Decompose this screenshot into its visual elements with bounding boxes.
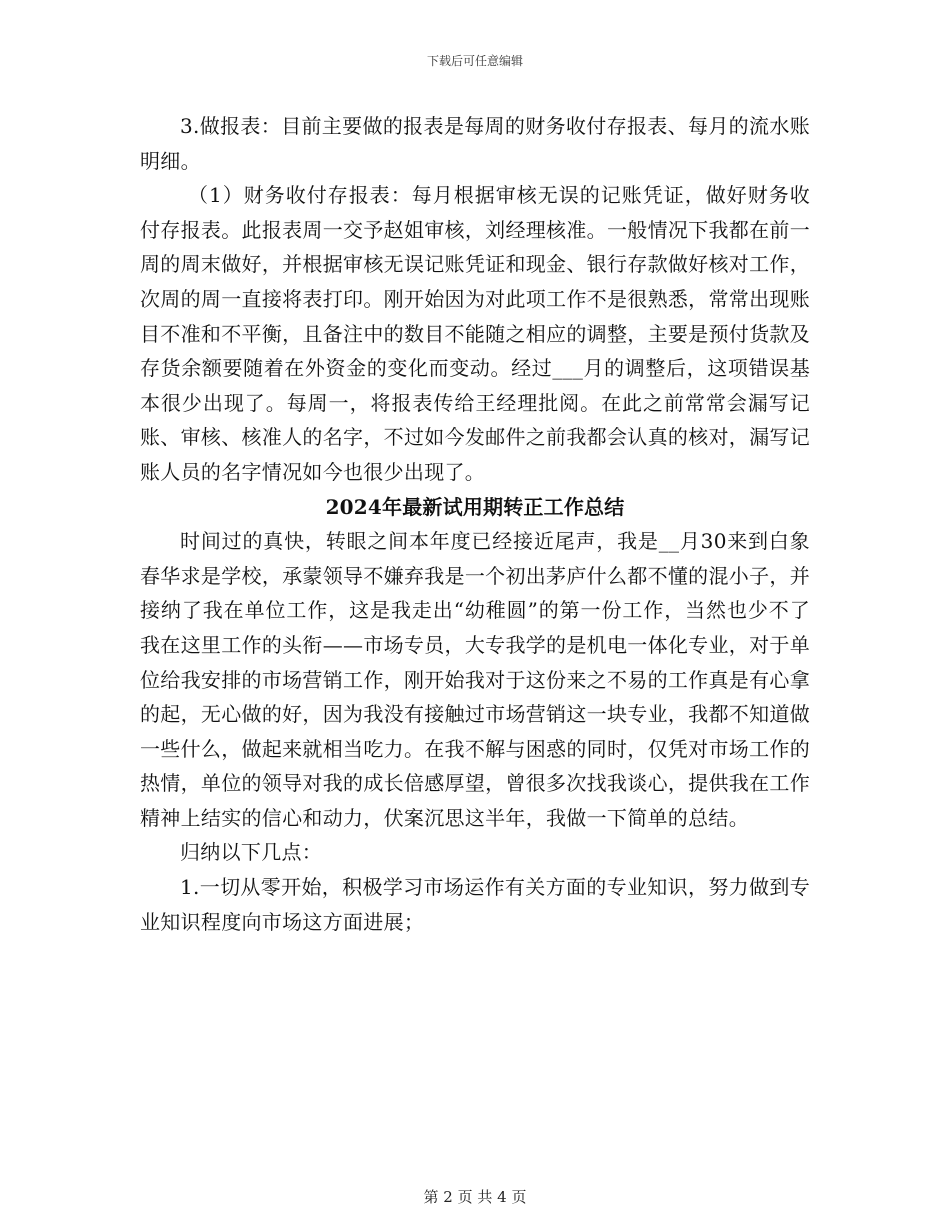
page-header: 下载后可任意编辑: [426, 54, 523, 68]
paragraph-intro: 时间过的真快，转眼之间本年度已经接近尾声，我是__月30来到白象春华求是学校，承蒙领导不嫌弃我是一个初出茅庐什么都不懂的混小子，并接纳了我在单位工作，这是我走出“幼稚圆”的第一份工作，当然也少不了我在这里工作的头衔——市场专员，大专我学的是机电一体化专业，对于单位给我安排的市场营销工作，刚开始我对于这份来之不易的工作真是有心拿的起，无心做的好，因为我没有接触过市场营销这一块专业，我都不知道做一些什么，做起来就相当吃力。在我不解与困惑的同时，仅凭对市场工作的热情，单位的领导对我的成长倍感厚望，曾很多次找我谈心，提供我在工作精神上结实的信心和动力，伏案沉思这半年，我做一下简单的总结。: [140, 529, 810, 830]
page-footer: 第 2 页 共 4 页: [423, 1188, 527, 1206]
paragraph-point-1: 1.一切从零开始，积极学习市场运作有关方面的专业知识，努力做到专业知识程度向市场这方面进展；: [140, 875, 810, 934]
section-title: 2024年最新试用期转正工作总结: [325, 494, 625, 519]
document-body: [140, 109, 810, 939]
paragraph-reports: 3.做报表：目前主要做的报表是每周的财务收付存报表、每月的流水账明细。: [140, 114, 810, 173]
paragraph-finance-report: （1）财务收付存报表：每月根据审核无误的记账凭证，做好财务收付存报表。此报表周一交予赵姐审核，刘经理核准。一般情况下我都在前一周的周末做好，并根据审核无误记账凭证和现金、银行存款做好核对工作，次周的周一直接将表打印。刚开始因为对此项工作不是很熟悉，常常出现账目不准和不平衡，且备注中的数目不能随之相应的调整，主要是预付货款及存货余额要随着在外资金的变化而变动。经过___月的调整后，这项错误基本很少出现了。每周一，将报表传给王经理批阅。在此之前常常会漏写记账、审核、核准人的名字，不过如今发邮件之前我都会认真的核对，漏写记账人员的名字情况如今也很少出现了。: [140, 183, 810, 484]
paragraph-summary-lead: 归纳以下几点：: [180, 840, 323, 865]
